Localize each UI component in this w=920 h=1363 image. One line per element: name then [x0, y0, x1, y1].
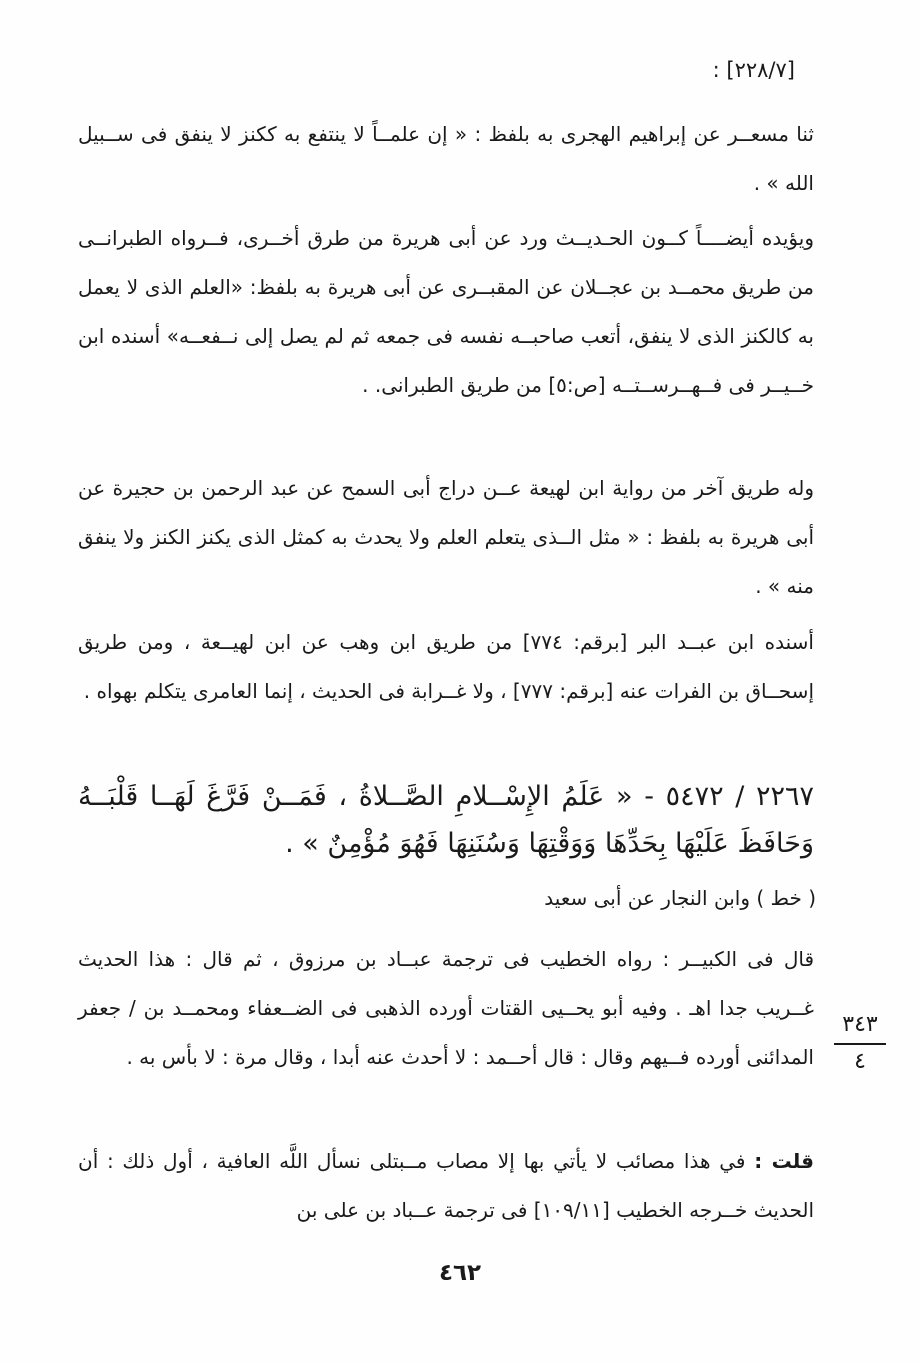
paragraph-ibn-abd-al-barr: أسنده ابن عبــد البر [برقم: ٧٧٤] من طريق ابن وهب عن ابن لهيــعة ، ومن طريق إسحــاق بن الفرات عنه [برقم: ٧٧٧] ، ولا غــرابة فى الحديث ، إنما العامرى يتكلم بهواه .: [78, 630, 814, 703]
qultu-label: قلت :: [754, 1149, 814, 1173]
page-number: ٤٦٢: [438, 1260, 482, 1286]
paragraph-author-comment: [78, 1137, 814, 1235]
paragraph-ibn-lahia-route: وله طريق آخر من رواية ابن لهيعة عــن دراج أبى السمح عن عبد الرحمن بن حجيرة عن أبى هريرة به بلفظ : « مثل الــذى يتعلم العلم ولا يحدث به كمثل الذى يكنز الكنز ولا ينفق منه » .: [78, 476, 814, 598]
margin-bottom-number: ٤: [854, 1049, 866, 1074]
paragraph-masar-narration: ثنا مسعــر عن إبراهيم الهجرى به بلفظ : « إن علمــاً لا ينتفع به ككنز لا ينفق فى ســبيل الله » .: [78, 122, 814, 195]
margin-top-number: ٣٤٣: [842, 1012, 878, 1037]
paragraph-al-kabir-commentary: قال فى الكبيــر : رواه الخطيب فى ترجمة عبــاد بن مرزوق ، ثم قال : هذا الحديث غــريب جدا اهـ . وفيه أبو يحــيى القتات أورده الذهبى فى الضــعفاء ومحمــد بن / جعفر المدائنى أورده فــيهم وقال : قال أحــمد : لا أحدث عنه أبدا ، وقال مرة : لا بأس به .: [78, 947, 814, 1069]
author-comment-text: في هذا مصائب لا يأتي بها إلا مصاب مــبتلى نسأل اللَّه العافية ، أول ذلك : أن الحديث خــرجه الخطيب [١٠٩/١١] فى ترجمة عــباد بن على بن: [78, 1149, 814, 1222]
margin-page-marker: [832, 1010, 888, 1077]
margin-divider: [834, 1043, 886, 1045]
hadith-text: ٢٢٦٧ / ٥٤٧٢ - « عَلَمُ الإِسْــلامِ الصَّــلاةُ ، فَمَــنْ فَرَّغَ لَهَــا قَلْبَــهُ وَحَافَظَ عَلَيْهَا بِحَدِّهَا وَوَقْتِهَا وَسُنَنِهَا فَهُوَ مُؤْمِنٌ » .: [78, 781, 814, 859]
volume-page-reference: : [٢٢٨/٧]: [712, 58, 795, 82]
hadith-source: ( خط ) وابن النجار عن أبى سعيد: [544, 886, 816, 910]
paragraph-tabarani-route: ويؤيده أيضــــاً كــون الحـديــث ورد عن أبى هريرة من طرق أخــرى، فــرواه الطبرانــى من طريق محمــد بن عجــلان عن المقبــرى عن أبى هريرة به بلفظ: «العلم الذى لا يعمل به كالكنز الذى لا ينفق، أتعب صاحبــه نفسه فى جمعه ثم لم يصل إلى نــفعــه» أسنده ابن خــيــر فى فــهــرســتــه [ص:٥] من طريق الطبرانى. .: [78, 226, 814, 397]
